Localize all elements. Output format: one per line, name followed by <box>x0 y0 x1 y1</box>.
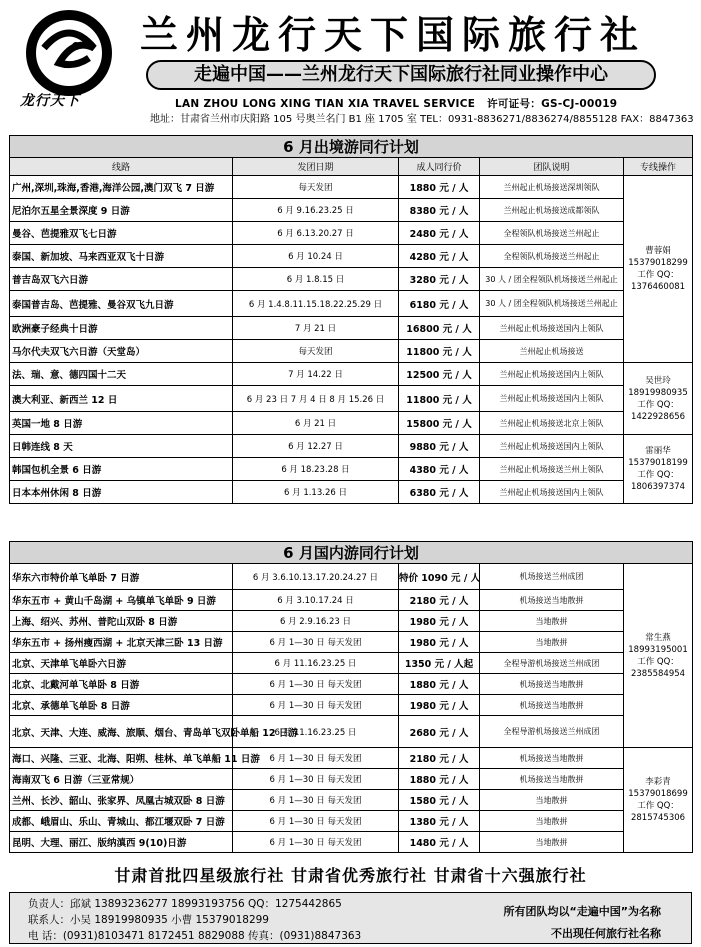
slogan-block <box>504 901 661 945</box>
cell-date: 6 月 2.9.16.23 日 <box>233 611 399 632</box>
cell-note: 当地散拼 <box>480 632 624 653</box>
cell-price: 4280 元 / 人 <box>399 245 480 268</box>
table-row <box>10 590 693 611</box>
table-row <box>10 653 693 674</box>
cell-note: 当地散拼 <box>480 832 624 853</box>
cell-route: 欧洲豪子经典十日游 <box>10 317 233 340</box>
cell-note: 机场接送兰州成团 <box>480 564 624 590</box>
table-row <box>10 435 693 458</box>
cell-note: 机场接送当地散拼 <box>480 674 624 695</box>
cell-note: 兰州起止机场接送国内上领队 <box>480 435 624 458</box>
cell-note: 兰州起止机场接送深圳领队 <box>480 176 624 199</box>
cell-date: 每天发团 <box>233 176 399 199</box>
cell-note: 当地散拼 <box>480 811 624 832</box>
cell-price: 16800 元 / 人 <box>399 317 480 340</box>
table-row <box>10 199 693 222</box>
cell-price: 1580 元 / 人 <box>399 790 480 811</box>
cell-price: 15800 元 / 人 <box>399 412 480 435</box>
cell-date: 6 月 1—30 日 每天发团 <box>233 811 399 832</box>
slogan-1: 所有团队均以“走遍中国”为名称 <box>503 905 661 918</box>
cell-date: 6 月 11.16.23.25 日 <box>233 653 399 674</box>
cell-route: 广州,深圳,珠海,香港,海洋公园,澳门双飞 7 日游 <box>10 176 233 199</box>
cell-date: 6 月 3.10.17.24 日 <box>233 590 399 611</box>
cell-price: 2480 元 / 人 <box>399 222 480 245</box>
operator-name: 李彩青 <box>645 777 671 787</box>
table-row <box>10 674 693 695</box>
cell-route: 泰国普吉岛、芭提雅、曼谷双飞九日游 <box>10 291 233 317</box>
cell-note: 全程导游机场接送兰州成团 <box>480 716 624 748</box>
cell-route: 泰国、新加坡、马来西亚双飞十日游 <box>10 245 233 268</box>
cell-route: 上海、绍兴、苏州、普陀山双卧 8 日游 <box>10 611 233 632</box>
cell-date: 6 月 1.4.8.11.15.18.22.25.29 日 <box>233 291 399 317</box>
cell-date: 7 月 21 日 <box>233 317 399 340</box>
cell-route: 北京、天津、大连、威海、旅顺、烟台、青岛单飞双卧单船 12 日游 <box>10 716 233 748</box>
operator-qq: 1376460081 <box>630 282 686 292</box>
license-number: 许可证号：GS-CJ-00019 <box>487 98 618 110</box>
table-row <box>10 481 693 504</box>
cell-date: 6 月 12.27 日 <box>233 435 399 458</box>
table-row <box>10 363 693 386</box>
slogan-2: 不出现任何旅行社名称 <box>551 927 661 940</box>
cell-note: 当地散拼 <box>480 790 624 811</box>
operator-contact <box>624 564 693 748</box>
operator-name: 雷丽华 <box>645 446 671 456</box>
cell-route: 尼泊尔五星全景深度 9 日游 <box>10 199 233 222</box>
operator-name: 常生燕 <box>645 632 671 643</box>
cell-price: 9880 元 / 人 <box>399 435 480 458</box>
outbound-title-row <box>10 136 693 158</box>
column-header: 成人同行价 <box>399 158 480 176</box>
footer-contacts <box>9 892 692 944</box>
cell-route: 澳大利亚、新西兰 12 日 <box>10 386 233 412</box>
cell-date: 6 月 23 日 7 月 4 日 8 月 15.26 日 <box>233 386 399 412</box>
table-row <box>10 317 693 340</box>
operator-qq: 1806397374 <box>630 482 686 492</box>
operator-phone: 18993195001 <box>628 644 688 655</box>
operator-qq-label: 工作 QQ： <box>637 270 679 280</box>
cell-price: 1880 元 / 人 <box>399 176 480 199</box>
table-row <box>10 386 693 412</box>
cell-price: 1380 元 / 人 <box>399 811 480 832</box>
cell-date: 每天发团 <box>233 340 399 363</box>
cell-price: 11800 元 / 人 <box>399 386 480 412</box>
operator-qq-label: 工作 QQ： <box>637 399 679 410</box>
table-row <box>10 412 693 435</box>
cell-date: 6 月 1—30 日 每天发团 <box>233 748 399 769</box>
manager-line: 负责人：邱斌 13893236277 18993193756 QQ：1275442865 <box>28 898 342 910</box>
cell-price: 1880 元 / 人 <box>399 674 480 695</box>
cell-route: 日韩连线 8 天 <box>10 435 233 458</box>
table-row <box>10 611 693 632</box>
operator-name: 吴世玲 <box>645 375 671 386</box>
cell-price: 11800 元 / 人 <box>399 340 480 363</box>
honors-bar: 甘肃首批四星级旅行社 甘肃省优秀旅行社 甘肃省十六强旅行社 <box>114 866 587 885</box>
operator-name: 曹蓉娟 <box>645 246 671 256</box>
table-row <box>10 340 693 363</box>
table-row <box>10 832 693 853</box>
cell-date: 6 月 6.13.20.27 日 <box>233 222 399 245</box>
cell-date: 6 月 9.16.23.25 日 <box>233 199 399 222</box>
column-header-row <box>10 158 693 176</box>
table-row <box>10 564 693 590</box>
cell-price: 1980 元 / 人 <box>399 695 480 716</box>
cell-route: 韩国包机全景 6 日游 <box>10 458 233 481</box>
agency-title: 兰州龙行天下国际旅行社 <box>140 12 647 57</box>
cell-note: 兰州起止机场接送国内上领队 <box>480 317 624 340</box>
cell-date: 6 月 3.6.10.13.17.20.24.27 日 <box>233 564 399 590</box>
table-row <box>10 458 693 481</box>
cell-price: 2680 元 / 人 <box>399 716 480 748</box>
cell-date: 6 月 1—30 日 每天发团 <box>233 695 399 716</box>
cell-route: 北京、北戴河单飞单卧 8 日游 <box>10 674 233 695</box>
cell-price: 1980 元 / 人 <box>399 632 480 653</box>
column-header: 专线操作 <box>624 158 693 176</box>
cell-route: 兰州、长沙、韶山、张家界、凤凰古城双卧 8 日游 <box>10 790 233 811</box>
phone-line: 电 话：(0931)8103471 8172451 8829088 传真：(0931)8847363 <box>28 930 362 942</box>
cell-price: 4380 元 / 人 <box>399 458 480 481</box>
table-row <box>10 769 693 790</box>
cell-date: 6 月 1—30 日 每天发团 <box>233 832 399 853</box>
cell-price: 特价 1090 元 / 人 <box>399 564 480 590</box>
outbound-table <box>9 135 693 504</box>
table-row <box>10 176 693 199</box>
header <box>0 0 701 132</box>
cell-note: 兰州起止机场接送成都领队 <box>480 199 624 222</box>
operator-qq-label: 工作 QQ： <box>637 801 679 811</box>
cell-date: 6 月 21 日 <box>233 412 399 435</box>
cell-price: 6380 元 / 人 <box>399 481 480 504</box>
cell-date: 7 月 14.22 日 <box>233 363 399 386</box>
operator-phone: 15379018699 <box>628 789 688 799</box>
table-row <box>10 748 693 769</box>
cell-date: 6 月 1—30 日 每天发团 <box>233 674 399 695</box>
address-line: 地址：甘肃省兰州市庆阳路 105 号奥兰名门 B1 座 1705 室 TEL：0931-8836271/8836274/8855128 FAX：8847363 <box>150 114 694 125</box>
cell-date: 6 月 18.23.28 日 <box>233 458 399 481</box>
cell-note: 30 人 / 团全程领队机场接送兰州起止 <box>480 291 624 317</box>
cell-note: 机场接送当地散拼 <box>480 695 624 716</box>
table-row <box>10 695 693 716</box>
cell-route: 马尔代夫双飞六日游（天堂岛） <box>10 340 233 363</box>
cell-route: 昆明、大理、丽江、版纳滇西 9(10)日游 <box>10 832 233 853</box>
cell-route: 华东五市 + 扬州瘦西湖 + 北京天津三卧 13 日游 <box>10 632 233 653</box>
operator-qq: 2815745306 <box>630 813 686 823</box>
operator-phone: 15379018199 <box>628 458 688 468</box>
cell-route: 曼谷、芭提雅双飞七日游 <box>10 222 233 245</box>
table-row <box>10 632 693 653</box>
cell-price: 8380 元 / 人 <box>399 199 480 222</box>
cell-route: 北京、承德单飞单卧 8 日游 <box>10 695 233 716</box>
table-row <box>10 222 693 245</box>
operator-contact <box>624 176 693 363</box>
operator-phone: 15379018299 <box>628 258 688 268</box>
cell-note: 机场接送当地散拼 <box>480 590 624 611</box>
operator-qq: 2385584954 <box>630 668 686 679</box>
column-header: 发团日期 <box>233 158 399 176</box>
operator-contact <box>624 363 693 435</box>
cell-price: 6180 元 / 人 <box>399 291 480 317</box>
cell-route: 海口、兴隆、三亚、北海、阳朔、桂林、单飞单船 11 日游 <box>10 748 233 769</box>
column-header: 团队说明 <box>480 158 624 176</box>
domestic-table <box>9 541 693 853</box>
operator-contact <box>624 748 693 853</box>
contact-line: 联系人：小吴 18919980935 小曹 15379018299 <box>28 914 269 926</box>
cell-route: 日本本州休闲 8 日游 <box>10 481 233 504</box>
column-header: 线路 <box>10 158 233 176</box>
cell-price: 2180 元 / 人 <box>399 590 480 611</box>
operator-phone: 18919980935 <box>628 387 688 398</box>
domestic-title-row <box>10 542 693 564</box>
cell-price: 1350 元 / 人起 <box>399 653 480 674</box>
cell-price: 1980 元 / 人 <box>399 611 480 632</box>
cell-date: 6 月 1.8.15 日 <box>233 268 399 291</box>
cell-route: 华东五市 + 黄山千岛湖 + 乌镇单飞单卧 9 日游 <box>10 590 233 611</box>
cell-price: 1880 元 / 人 <box>399 769 480 790</box>
cell-note: 全程领队机场接送兰州起止 <box>480 222 624 245</box>
cell-route: 海南双飞 6 日游（三亚常规） <box>10 769 233 790</box>
logo-text: 龙行天下 <box>20 93 80 109</box>
outbound-title: 6 月出境游同行计划 <box>10 136 693 158</box>
cell-note: 兰州起止机场接送 <box>480 340 624 363</box>
cell-date: 6 月 11.16.23.25 日 <box>233 716 399 748</box>
table-row <box>10 790 693 811</box>
cell-price: 2180 元 / 人 <box>399 748 480 769</box>
cell-route: 北京、天津单飞单卧六日游 <box>10 653 233 674</box>
cell-route: 普吉岛双飞六日游 <box>10 268 233 291</box>
cell-note: 机场接送当地散拼 <box>480 748 624 769</box>
cell-price: 1480 元 / 人 <box>399 832 480 853</box>
cell-note: 兰州起止机场接送国内上领队 <box>480 481 624 504</box>
cell-date: 6 月 10.24 日 <box>233 245 399 268</box>
cell-date: 6 月 1—30 日 每天发团 <box>233 632 399 653</box>
cell-date: 6 月 1—30 日 每天发团 <box>233 790 399 811</box>
operator-qq-label: 工作 QQ： <box>637 470 679 480</box>
cell-route: 英国一地 8 日游 <box>10 412 233 435</box>
cell-note: 兰州起止机场接送国内上领队 <box>480 386 624 412</box>
cell-note: 机场接送当地散拼 <box>480 769 624 790</box>
table-row <box>10 716 693 748</box>
table-row <box>10 291 693 317</box>
cell-date: 6 月 1.13.26 日 <box>233 481 399 504</box>
cell-note: 全程导游机场接送兰州成团 <box>480 653 624 674</box>
cell-route: 华东六市特价单飞单卧 7 日游 <box>10 564 233 590</box>
cell-price: 12500 元 / 人 <box>399 363 480 386</box>
domestic-title: 6 月国内游同行计划 <box>10 542 693 564</box>
english-name-text: LAN ZHOU LONG XING TIAN XIA TRAVEL SERVICE <box>175 98 476 110</box>
table-row <box>10 811 693 832</box>
cell-note: 兰州起止机场接送兰州上领队 <box>480 458 624 481</box>
operator-qq: 1422928656 <box>630 411 686 422</box>
cell-note: 30 人 / 团全程领队机场接送兰州起止 <box>480 268 624 291</box>
cell-note: 全程领队机场接送兰州起止 <box>480 245 624 268</box>
english-name <box>175 96 617 111</box>
cell-route: 法、瑞、意、德四国十二天 <box>10 363 233 386</box>
table-row <box>10 245 693 268</box>
cell-note: 兰州起止机场接送国内上领队 <box>480 363 624 386</box>
cell-route: 成都、峨眉山、乐山、青城山、都江堰双卧 7 日游 <box>10 811 233 832</box>
table-row <box>10 268 693 291</box>
cell-date: 6 月 1—30 日 每天发团 <box>233 769 399 790</box>
cell-note: 当地散拼 <box>480 611 624 632</box>
cell-price: 3280 元 / 人 <box>399 268 480 291</box>
operator-qq-label: 工作 QQ： <box>637 656 679 667</box>
cell-note: 兰州起止机场接送北京上领队 <box>480 412 624 435</box>
operator-contact <box>624 435 693 504</box>
subtitle-banner: 走遍中国——兰州龙行天下国际旅行社同业操作中心 <box>146 60 656 90</box>
